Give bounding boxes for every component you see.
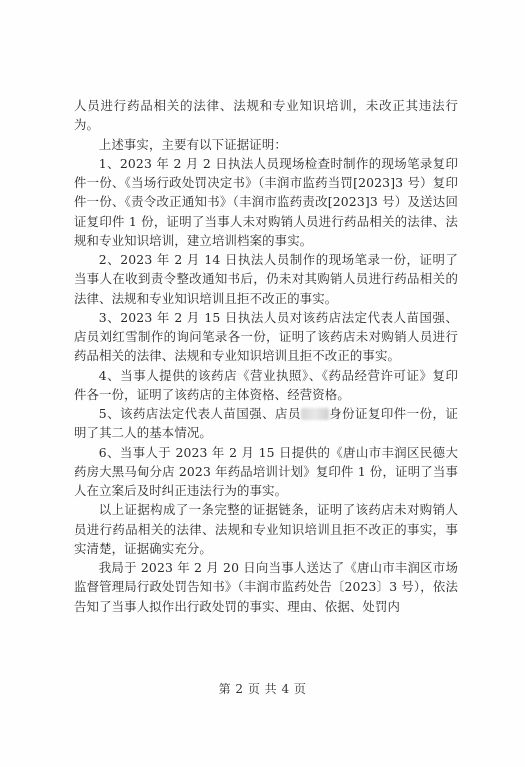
paragraph-text: 1、2023 年 2 月 2 日执法人员现场检查时制作的现场笔录复印件一份、《当场行政处罚决定书》（丰润市监药当罚[2023]3 号）复印件一份、《责令改正通知书》（丰润市监药责改[2023]3 号）及送达回证复印件 1 份，证明了当事人未对购销人员进行药品相关的法律、法规和专业知识培训，建立培训档案的事实。 — [74, 155, 458, 248]
paragraph-text: 2、2023 年 2 月 14 日执法人员制作的现场笔录一份，证明了当事人在收到责令整改通知书后，仍未对其购销人员进行药品相关的法律、法规和专业知识培训且拒不改正的事实。 — [74, 252, 458, 306]
paragraph — [74, 154, 458, 250]
paragraph — [74, 366, 458, 405]
paragraph-text: 上述事实，主要有以下证据证明： — [98, 136, 287, 152]
paragraph-text: 我局于 2023 年 2 月 20 日向当事人送达了《唐山市丰润区市场监督管理局行政处罚告知书》（丰润市监药处告〔2023〕3 号），依法告知了当事人拟作出行政处罚的事实、理由、依据、处罚内 — [74, 560, 458, 614]
paragraph-text: 3、2023 年 2 月 15 日执法人员对该药店法定代表人苗国强、店员刘红雪制作的询问笔录各一份，证明了该药店未对购销人员进行药品相关的法律、法规和专业知识培训且拒不改正的事实。 — [74, 309, 458, 364]
page-footer: 第 2 页 共 4 页 — [218, 682, 307, 696]
paragraph — [74, 96, 458, 135]
paragraph — [74, 443, 458, 501]
paragraph — [74, 308, 458, 366]
paragraph-text: 人员进行药品相关的法律、法规和专业知识培训，未改正其违法行为。 — [74, 98, 458, 133]
paragraph-text: 6、当事人于 2023 年 2 月 15 日提供的《唐山市丰润区民德大药房大黑马甸分店 2023 年药品培训计划》复印件 1 份，证明了当事人在立案后及时纠正违法行为的事实。 — [74, 444, 458, 498]
redacted-name — [301, 408, 329, 420]
paragraph — [74, 135, 458, 154]
paragraph — [74, 250, 458, 308]
paragraph-text: 身份证复印件一份，证明了其二人的基本情况。 — [74, 406, 458, 441]
paragraph — [74, 404, 458, 443]
paragraph-text: 4、当事人提供的该药店《营业执照》、《药品经营许可证》复印件各一份，证明了该药店的主体资格、经营资格。 — [74, 367, 458, 402]
paragraph-text: 以上证据构成了一条完整的证据链条，证明了该药店未对购销人员进行药品相关的法律、法规和专业知识培训且拒不改正的事实，事实清楚，证据确实充分。 — [74, 502, 458, 556]
paragraph — [74, 558, 458, 616]
paragraph-text: 5、该药店法定代表人苗国强、店员 — [98, 406, 301, 421]
paragraph — [74, 500, 458, 558]
document-body — [74, 96, 458, 616]
